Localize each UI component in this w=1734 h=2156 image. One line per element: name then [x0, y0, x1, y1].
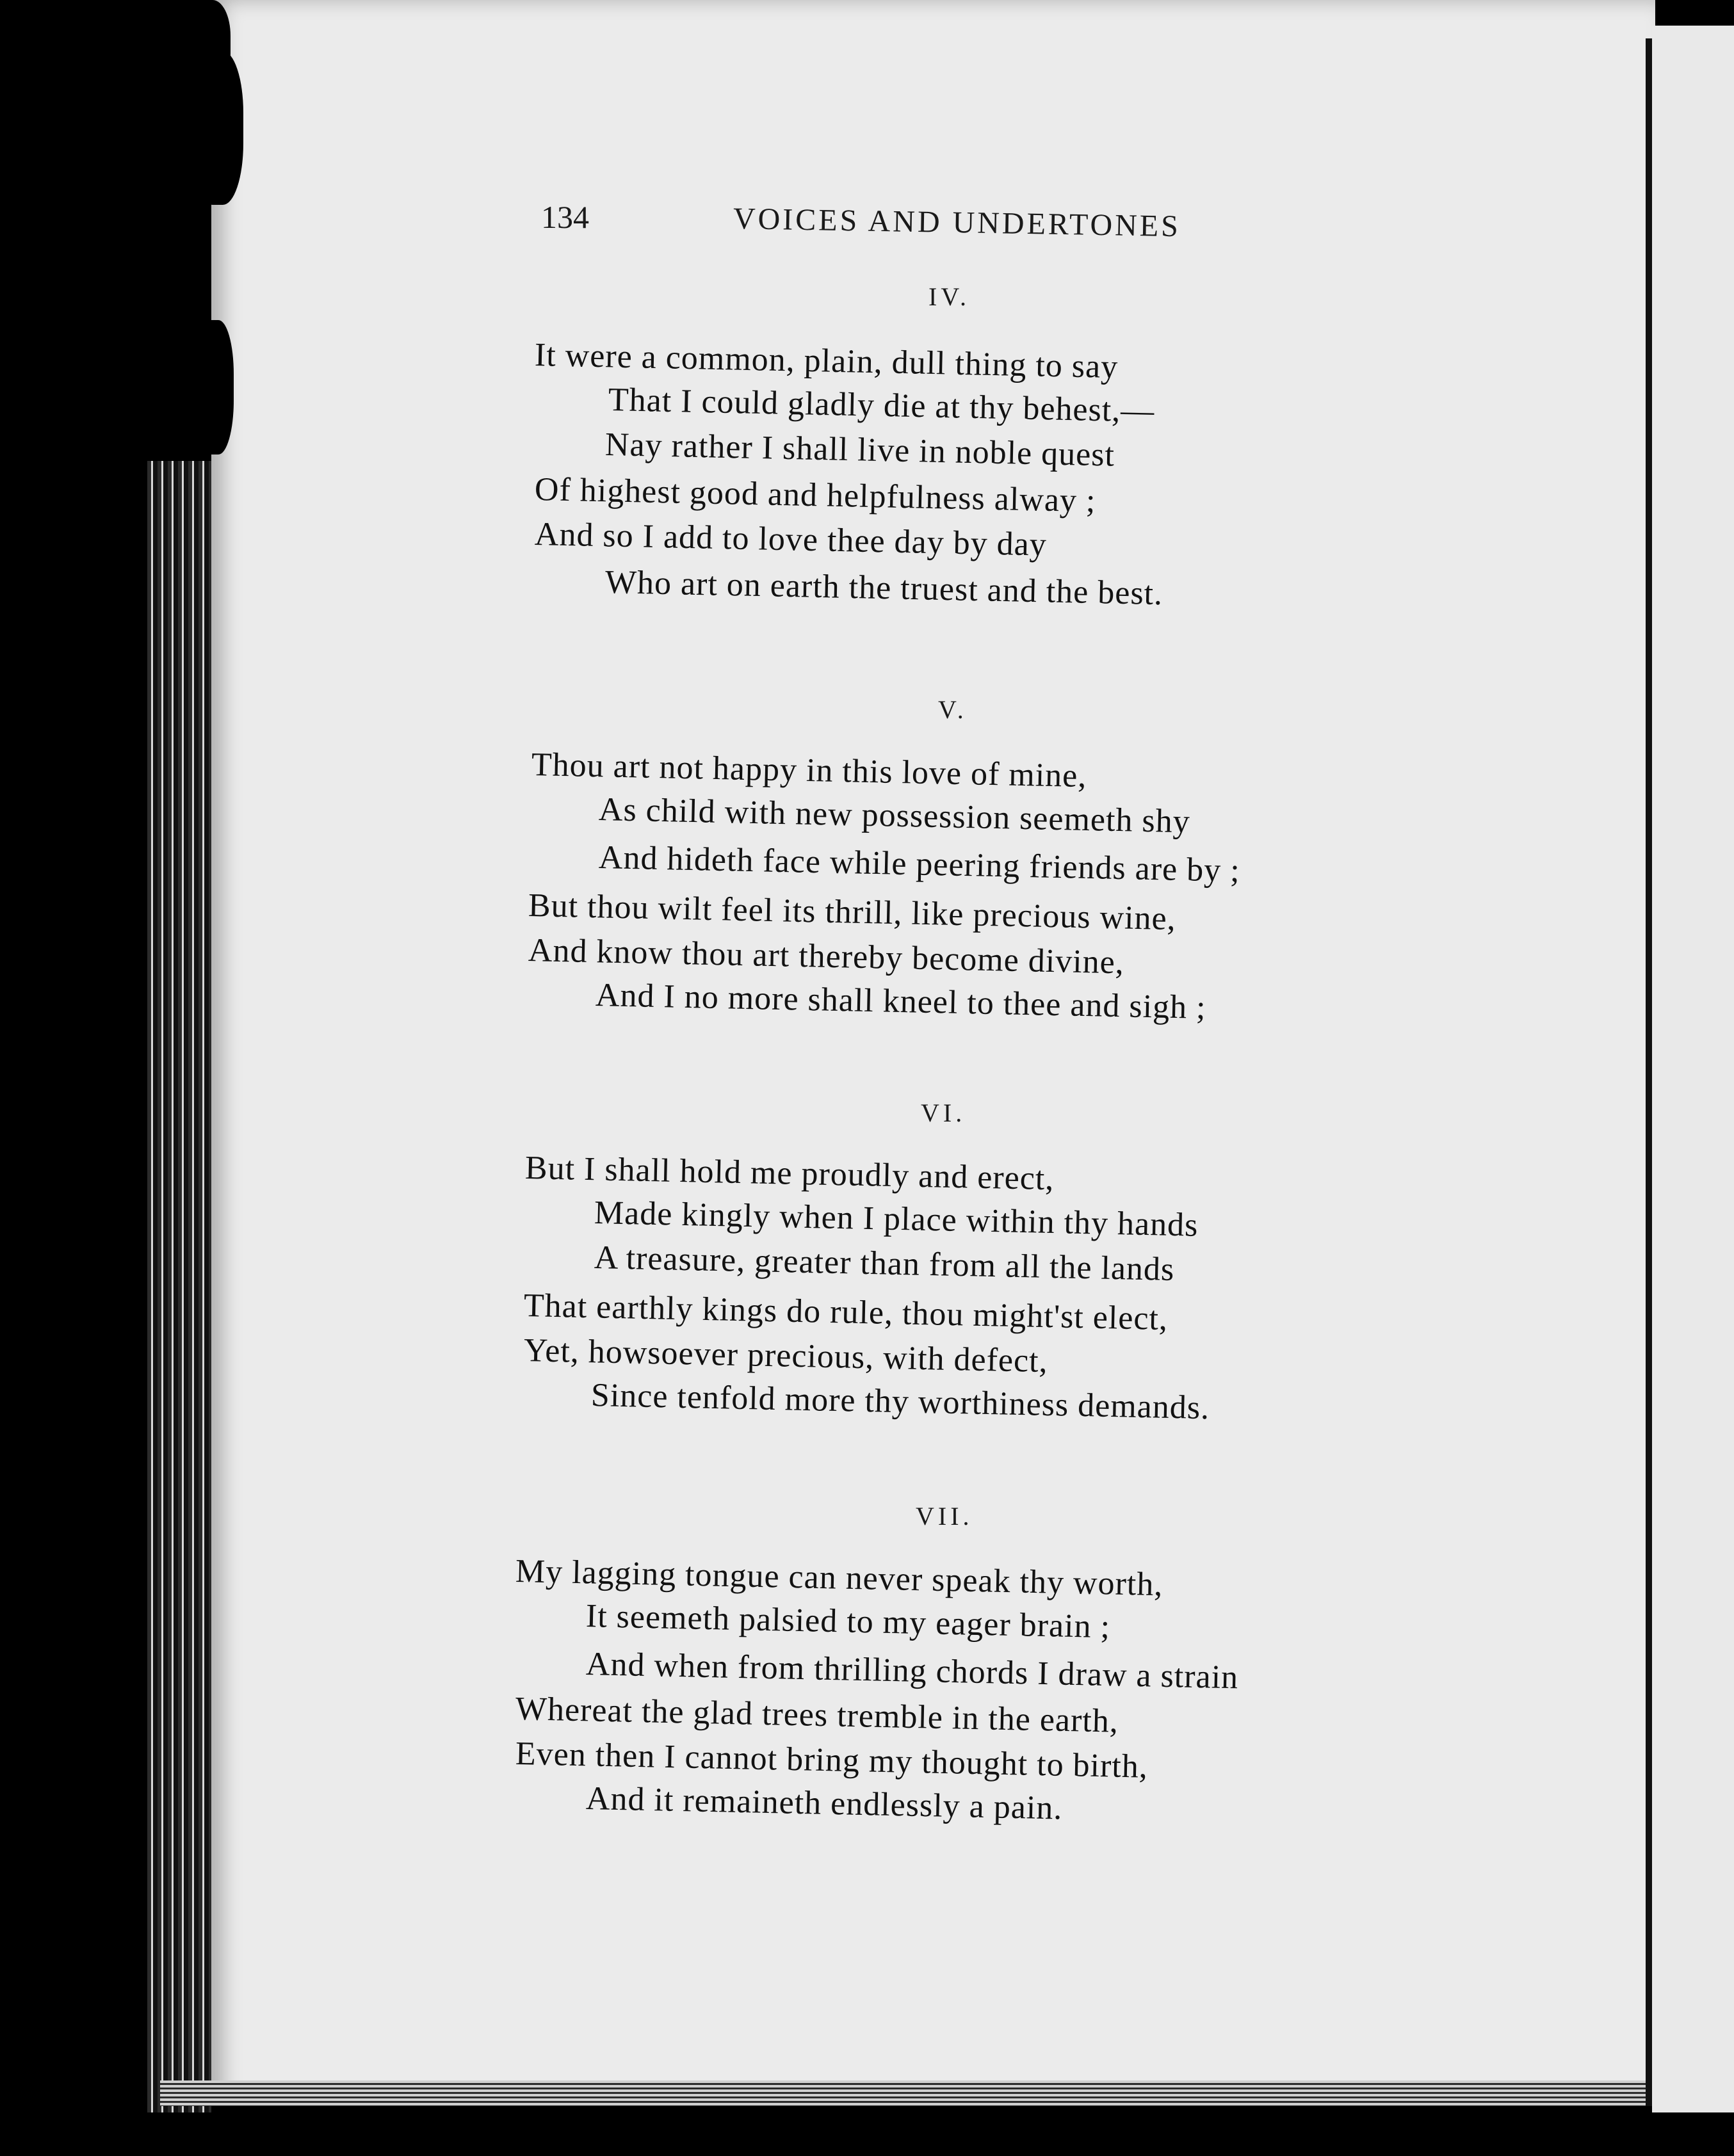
stanza-numeral: V.	[938, 695, 968, 724]
verse-line: Thou art not happy in this love of mine,	[531, 746, 1087, 795]
page-number: 134	[541, 199, 589, 235]
verse-line: And when from thrilling chords I draw a strain	[585, 1646, 1239, 1696]
verse-line: It seemeth palsied to my eager brain ;	[585, 1598, 1111, 1646]
verse-line: Since tenfold more thy worthiness demands.	[590, 1377, 1210, 1427]
verse-line: My lagging tongue can never speak thy worth,	[515, 1553, 1163, 1604]
stanza-numeral: VII.	[916, 1502, 973, 1531]
verse-line: As child with new possession seemeth shy	[598, 791, 1191, 841]
verse-line: That earthly kings do rule, thou might'st elect,	[523, 1287, 1169, 1338]
verse-line: And know thou art thereby become divine,	[528, 932, 1125, 981]
binding-shadow	[195, 320, 234, 455]
verse-line: Of highest good and helpfulness alway ;	[534, 471, 1097, 520]
verse-line: And I no more shall kneel to thee and sigh ;	[595, 977, 1207, 1026]
page-edges	[147, 461, 211, 2112]
verse-line: And hideth face while peering friends are by ;	[598, 839, 1241, 889]
running-head	[541, 198, 1194, 256]
stanza-numeral: VI.	[921, 1098, 966, 1127]
verse-line: Nay rather I shall live in noble quest	[604, 426, 1115, 474]
gutter-line	[1646, 38, 1652, 2106]
verse-line: But I shall hold me proudly and erect,	[524, 1150, 1055, 1198]
stanza-vii	[515, 1501, 1444, 1860]
verse-line: Whereat the glad trees tremble in the earth,	[515, 1691, 1119, 1740]
stanza-numeral: IV.	[928, 282, 971, 311]
running-title: VOICES AND UNDERTONES	[733, 202, 1181, 244]
verse-line: Made kingly when I place within thy hands	[594, 1195, 1199, 1244]
stanza-iv	[531, 282, 1460, 640]
verse-line: Who art on earth the truest and the best.	[604, 564, 1163, 613]
facing-page-edge	[1652, 26, 1734, 2112]
verse-line: And it remaineth endlessly a pain.	[585, 1780, 1063, 1827]
verse-line: It were a common, plain, dull thing to say	[534, 337, 1119, 386]
verse-line: And so I add to love thee day by day	[534, 516, 1048, 563]
stanza-v	[528, 695, 1457, 1053]
verse-line: But thou wilt feel its thrill, like precious wine,	[528, 887, 1177, 938]
stanza-vi	[524, 1098, 1452, 1456]
binding-shadow	[192, 51, 243, 205]
verse-line: A treasure, greater than from all the lands	[594, 1239, 1175, 1288]
verse-line: That I could gladly die at thy behest,—	[608, 382, 1155, 430]
verse-line: Yet, howsoever precious, with defect,	[523, 1332, 1049, 1380]
page-bottom-edge	[160, 2080, 1655, 2106]
verse-line: Even then I cannot bring my thought to birth,	[515, 1735, 1149, 1785]
